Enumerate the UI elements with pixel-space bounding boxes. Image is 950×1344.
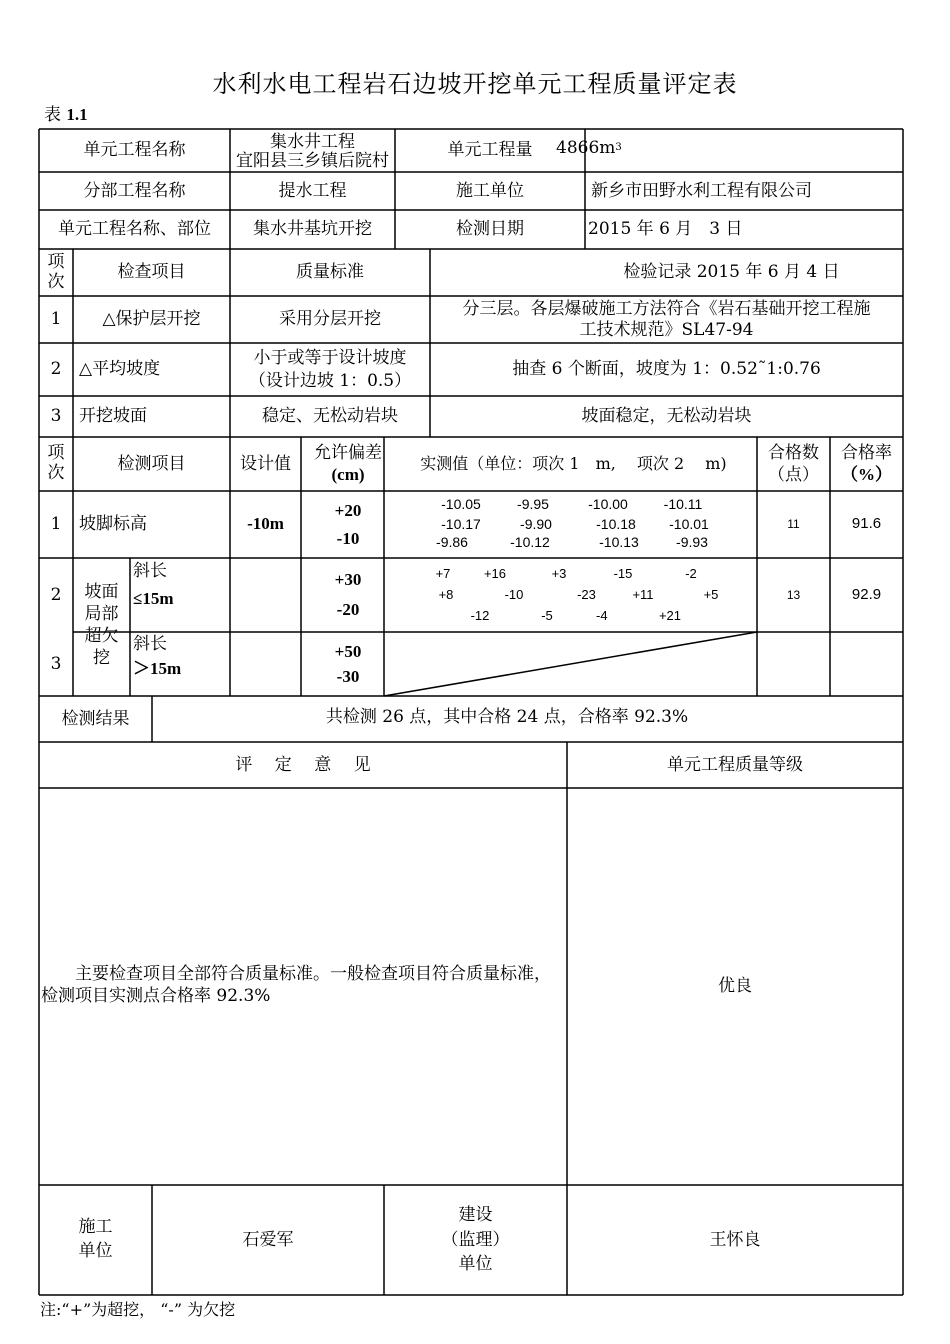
inspection-row-3-item: 开挖坡面 [79,406,147,427]
measure-col-measured: 实测值（单位：项次 1 m, 项次 2 m) [420,454,727,474]
inspection-row-2-standard: 小于或等于设计坡度 （设计边坡 1：0.5） [248,348,412,391]
measure-group-label: 坡面局部超欠挖 [84,581,119,669]
quantity-value: 4866m 3 [556,137,622,158]
footnote: 注:“+”为超挖， “-” 为欠挖 [40,1300,236,1319]
quantity-label: 单元工程量 [447,140,533,161]
measure-col-pass-rate: 合格率 （%） [841,442,892,484]
measure-row-3-no: 3 [50,653,62,674]
inspection-col-record: 检验记录 2015 年 6 月 4 日 [623,262,840,283]
branch-value: 提水工程 [278,180,347,201]
table-number: 表 1.1 [44,105,88,125]
measure-row-2-item: 斜长 ≤15m [133,561,174,609]
inspection-row-1-record: 分三层。各层爆破施工方法符合《岩石基础开挖工程施 工技术规范》SL47-94 [462,299,871,340]
branch-label: 分部工程名称 [83,180,186,201]
part-label: 单元工程名称、部位 [58,219,211,240]
measure-row-1-values-line-2: -10.17 -9.90 -10.18 -10.01 [441,516,709,532]
inspection-row-2-item: △平均坡度 [79,359,161,380]
measure-row-1-pass-count: 11 [787,517,800,532]
measure-row-2-pass-count: 13 [786,587,801,602]
contractor-value: 新乡市田野水利工程有限公司 [591,180,812,201]
opinion-header: 评 定 意 见 [235,754,371,775]
part-value: 集水井基坑开挖 [253,219,372,240]
inspection-row-3-standard: 稳定、无松动岩块 [262,406,398,427]
page-title: 水利水电工程岩石边坡开挖单元工程质量评定表 [212,70,738,98]
measure-row-1-item: 坡脚标高 [79,514,147,535]
measure-row-2-values-line-3: -12 -5 -4 +21 [470,608,682,623]
owner-signatory: 王怀良 [709,1229,761,1250]
inspection-row-3-record: 坡面稳定，无松动岩块 [581,406,752,427]
measure-col-item: 检测项目 [117,453,186,474]
measure-row-1-tolerance: +20 -10 [334,501,362,548]
inspection-col-item: 检查项目 [117,262,186,283]
measure-row-1-pass-rate: 91.6 [851,515,882,533]
measure-row-3-item: 斜长 ＞15m [133,634,182,678]
inspection-row-3-no: 3 [50,406,62,427]
construction-signatory: 石爱军 [242,1229,294,1250]
measure-row-2-tolerance: +30 -20 [334,570,362,619]
unit-name-value: 集水井工程 宜阳县三乡镇后院村 [236,131,389,171]
measure-row-2-values-line-2: +8 -10 -23 +11 +5 [438,587,719,602]
unit-name-label: 单元工程名称 [83,140,186,161]
measure-col-no: 项次 [47,443,65,483]
owner-unit-label: 建设 （监理） 单位 [441,1205,510,1275]
inspection-col-no: 项次 [47,251,65,292]
inspection-row-1-standard: 采用分层开挖 [279,309,381,330]
measure-row-2-pass-rate: 92.9 [851,585,882,603]
measure-row-1-no: 1 [50,514,62,535]
measure-row-1-values-line-1: -10.05 -9.95 -10.00 -10.11 [441,496,703,512]
result-label: 检测结果 [61,708,130,729]
measure-col-pass-count: 合格数 （点） [768,442,819,485]
inspection-row-2-no: 2 [50,359,62,380]
inspection-col-standard: 质量标准 [296,262,364,283]
inspection-row-2-record: 抽查 6 个断面，坡度为 1：0.52˜1:0.76 [512,359,821,380]
date-label: 检测日期 [456,219,524,240]
construction-unit-label: 施工单位 [78,1217,113,1261]
inspection-row-1-item: △保护层开挖 [102,309,201,330]
grade-header: 单元工程质量等级 [667,754,803,775]
measure-row-2-no: 2 [50,584,62,605]
grade-value: 优良 [718,976,752,997]
measure-row-1-values-line-3: -9.86 -10.12 -10.13 -9.93 [436,534,708,550]
date-value: 2015 年 6 月 3 日 [588,219,743,240]
opinion-text: 主要检查项目全部符合质量标准。一般检查项目符合质量标准，检测项目实测点合格率 92.3% [41,963,551,1006]
measure-row-2-values-line-1: +7 +16 +3 -15 -2 [435,566,697,581]
measure-row-1-design: -10m [247,514,284,534]
inspection-row-1-no: 1 [50,309,62,330]
measure-col-design: 设计值 [240,453,291,474]
result-text: 共检测 26 点，其中合格 24 点，合格率 92.3% [325,706,689,727]
measure-col-tolerance: 允许偏差 (cm) [314,442,382,484]
contractor-label: 施工单位 [456,180,524,201]
measure-row-3-tolerance: +50 -30 [334,641,362,686]
